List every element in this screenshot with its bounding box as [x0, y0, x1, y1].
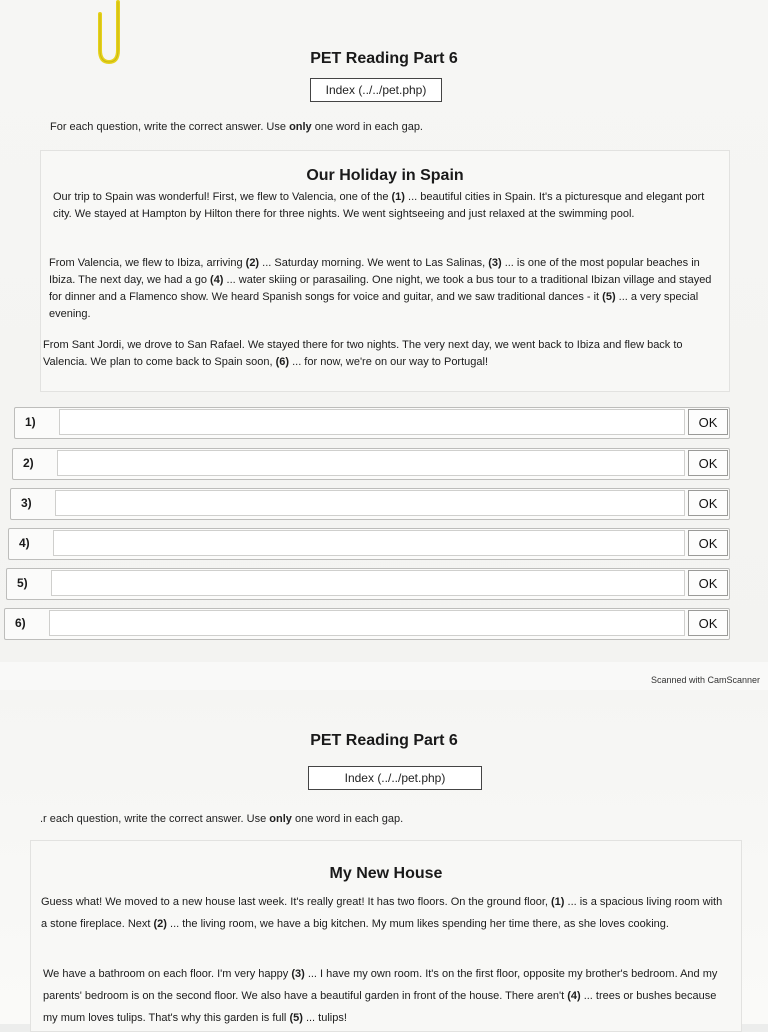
- story-panel: [30, 840, 742, 1032]
- paragraph-text: From Valencia, we flew to Ibiza, arriving: [49, 257, 246, 269]
- story-paragraph-3: [43, 337, 713, 371]
- answer-number: 3): [21, 496, 32, 510]
- instruction-text: For each question, write the correct answer. Use only one word in each gap.: [50, 121, 423, 133]
- instruction-text: .r each question, write the correct answer. Use only one word in each gap.: [40, 813, 404, 825]
- index-link[interactable]: Index (../../pet.php): [310, 78, 442, 102]
- story-paragraph-2: [43, 963, 731, 1029]
- paragraph-text: ... the living room, we have a big kitchen. My mum likes spending her time there, as she loves cooking.: [166, 918, 669, 930]
- answer-row-5: [6, 568, 730, 600]
- ok-button-1[interactable]: OK: [688, 409, 728, 435]
- answer-number: 1): [25, 415, 36, 429]
- answer-number: 2): [23, 456, 34, 470]
- paragraph-text: From Sant Jordi, we drove to San Rafael. We stayed there for two nights. The very next day, we went back to Ibiza and flew back to Valencia. We plan to come back to Spain soon,: [43, 339, 683, 368]
- paragraph-text: ... I have my own room. It's on the first floor, opposite my brother's bedroom. And my parents' bedroom is on the second floor. We also have a beautiful garden in front of the house. There aren't: [43, 968, 718, 1002]
- answer-number: 6): [15, 616, 26, 630]
- answer-input-2[interactable]: [57, 450, 685, 476]
- story-panel: [40, 150, 730, 392]
- answer-input-1[interactable]: [59, 409, 685, 435]
- gap-number: (3): [488, 257, 502, 269]
- gap-number: (1): [391, 191, 405, 203]
- worksheet-page-2: [0, 690, 768, 1024]
- answer-row-2: [12, 448, 730, 480]
- paragraph-text: ... is a spacious living room with a stone fireplace. Next: [41, 896, 723, 930]
- ok-button-2[interactable]: OK: [688, 450, 728, 476]
- story-paragraph-2: [49, 255, 717, 323]
- page-title: PET Reading Part 6: [310, 50, 458, 67]
- gap-number: (4): [210, 274, 224, 286]
- answer-row-6: [4, 608, 730, 640]
- paragraph-text: ... a very special evening.: [49, 291, 699, 320]
- paragraph-text: ... Saturday morning. We went to Las Salinas,: [259, 257, 489, 269]
- answer-row-4: [8, 528, 730, 560]
- ok-button-3[interactable]: OK: [688, 490, 728, 516]
- answer-number: 4): [19, 536, 30, 550]
- page-title: PET Reading Part 6: [310, 732, 458, 749]
- ok-button-5[interactable]: OK: [688, 570, 728, 596]
- gap-number: (5): [289, 1012, 303, 1024]
- ok-button-4[interactable]: OK: [688, 530, 728, 556]
- answer-row-1: [14, 407, 730, 439]
- answer-row-3: [10, 488, 730, 520]
- paragraph-text: ... for now, we're on our way to Portugal!: [289, 356, 489, 368]
- paragraph-text: We have a bathroom on each floor. I'm very happy: [43, 968, 292, 980]
- gap-number: (1): [551, 896, 565, 908]
- ok-button-6[interactable]: OK: [688, 610, 728, 636]
- story-title: Our Holiday in Spain: [306, 167, 464, 184]
- paragraph-text: ... beautiful cities in Spain. It's a picturesque and elegant port city. We stayed at Hampton by Hilton there for three nights. We went sightseeing and just relaxed at the swimming pool.: [53, 191, 705, 220]
- gap-number: (2): [153, 918, 167, 930]
- paragraph-text: ... is one of the most popular beaches in Ibiza. The next day, we had a go: [49, 257, 700, 286]
- paragraph-text: ... trees or bushes because my mum loves tulips. That's why this garden is full: [43, 990, 717, 1024]
- answer-input-6[interactable]: [49, 610, 685, 636]
- paragraph-text: ... water skiing or parasailing. One night, we took a bus tour to a traditional Ibizan village and stayed for dinner and a Flamenco show. We heard Spanish songs for voice and guitar, and we saw traditional dances - it: [49, 274, 712, 303]
- gap-number: (3): [291, 968, 305, 980]
- story-paragraph-1: [53, 189, 713, 223]
- answer-number: 5): [17, 576, 28, 590]
- gap-number: (5): [602, 291, 616, 303]
- paragraph-text: Our trip to Spain was wonderful! First, we flew to Valencia, one of the: [53, 191, 392, 203]
- paragraph-text: ... tulips!: [302, 1012, 347, 1024]
- gap-number: (6): [275, 356, 290, 368]
- gap-number: (4): [567, 990, 581, 1002]
- gap-number: (2): [245, 257, 260, 269]
- story-title: My New House: [329, 865, 443, 882]
- story-paragraph-1: [41, 891, 731, 935]
- answer-input-5[interactable]: [51, 570, 685, 596]
- index-link[interactable]: Index (../../pet.php): [308, 766, 482, 790]
- paragraph-text: Guess what! We moved to a new house last week. It's really great! It has two floors. On the ground floor,: [41, 896, 551, 908]
- answer-input-4[interactable]: [53, 530, 685, 556]
- answer-input-3[interactable]: [55, 490, 685, 516]
- scanner-watermark: Scanned with CamScanner: [650, 675, 760, 685]
